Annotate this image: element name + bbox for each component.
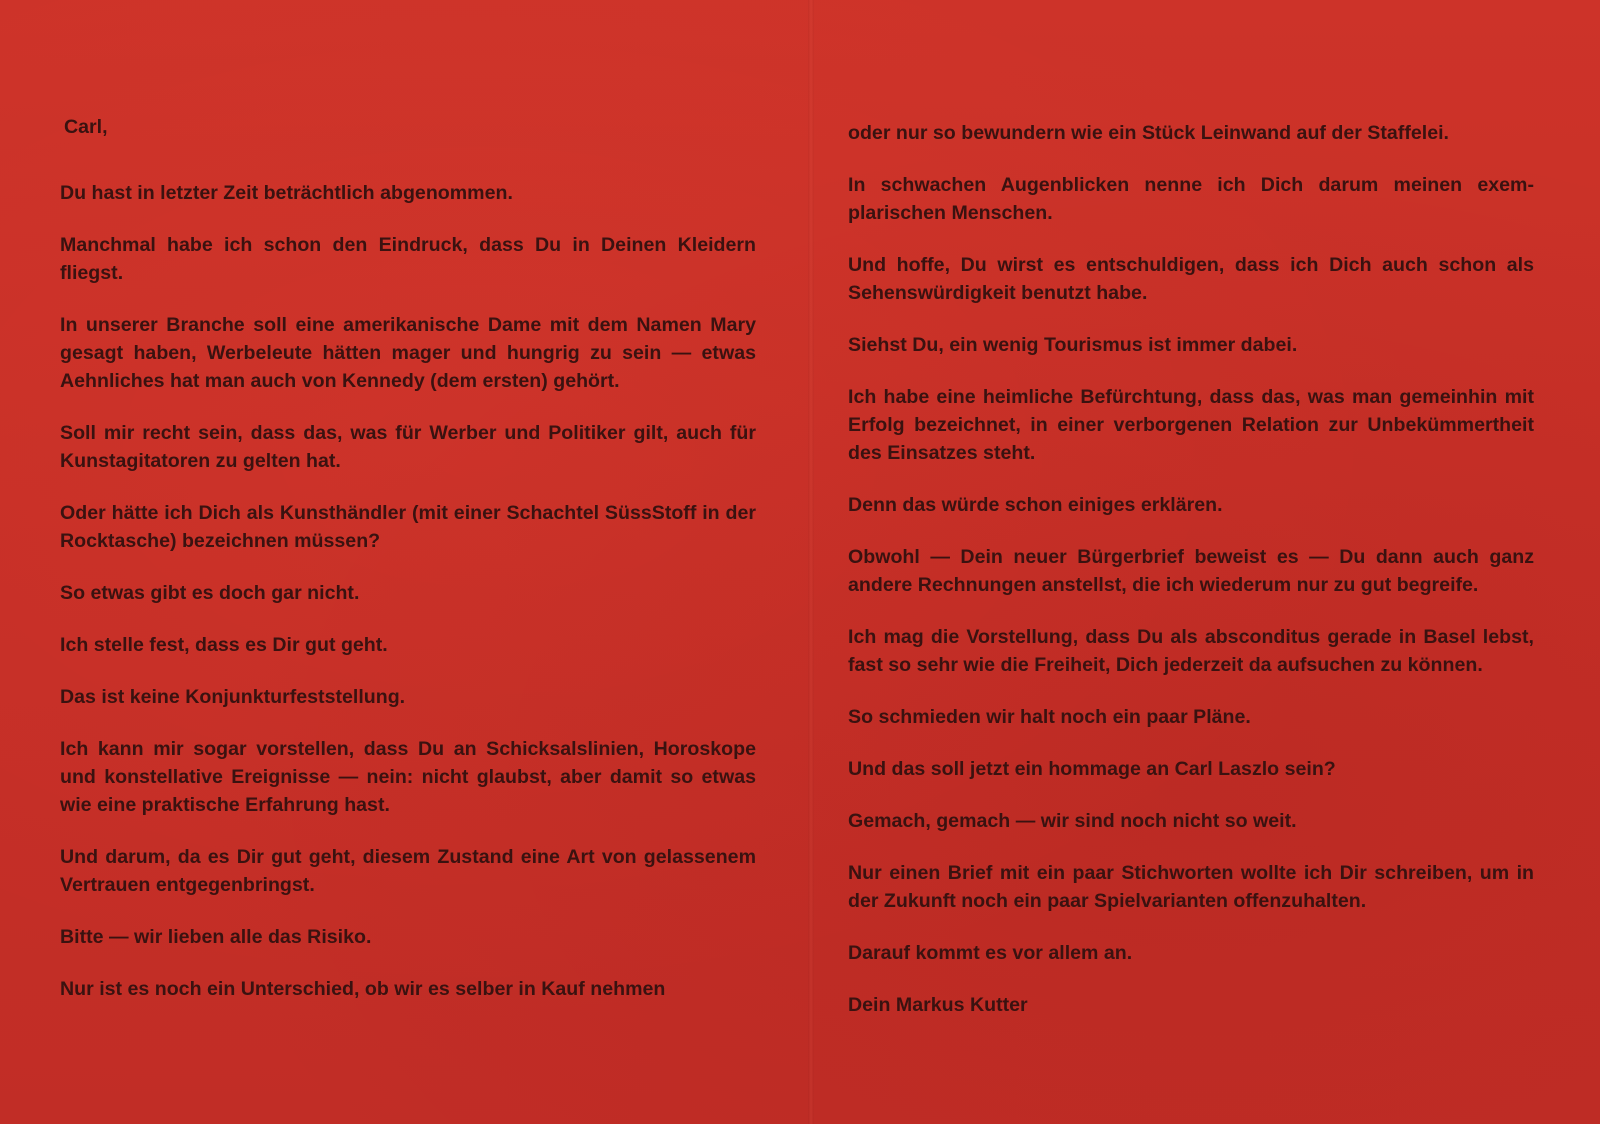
page-fold <box>808 0 814 1124</box>
paragraph: Ich stelle fest, dass es Dir gut geht. <box>60 634 388 656</box>
paragraph: Ich habe eine heimliche Befürchtung, dass das, was man gemeinhin mit Erfolg bezeichnet, in einer verborgenen Relation zur Unbekümmertheit des Einsatzes steht. <box>848 386 1534 464</box>
paragraph: oder nur so bewundern wie ein Stück Leinwand auf der Staffelei. <box>848 122 1449 144</box>
paragraph: Und darum, da es Dir gut geht, diesem Zustand eine Art von gelassenem Vertrauen entgegenbringst. <box>60 846 756 896</box>
signature: Dein Markus Kutter <box>848 994 1028 1016</box>
paragraph: Nur ist es noch ein Unterschied, ob wir es selber in Kauf nehmen <box>60 978 666 1000</box>
paragraph: Du hast in letzter Zeit beträchtlich abgenommen. <box>60 182 513 204</box>
paragraph: Soll mir recht sein, dass das, was für Werber und Politiker gilt, auch für Kunstagitatoren zu gelten hat. <box>60 422 756 472</box>
paragraph: Ich mag die Vorstellung, dass Du als absconditus gerade in Basel lebst, fast so sehr wie die Freiheit, Dich jederzeit da aufsuchen zu können. <box>848 626 1534 676</box>
paragraph: In unserer Branche soll eine amerikanische Dame mit dem Namen Mary gesagt haben, Werbeleute hätten mager und hungrig zu sein — etwas Aehnliches hat man auch von Kennedy (dem ersten) gehört. <box>60 314 756 392</box>
paragraph: Oder hätte ich Dich als Kunsthändler (mit einer Schachtel SüssStoff in der Rocktasche) bezeichnen müssen? <box>60 502 756 552</box>
paragraph: Siehst Du, ein wenig Tourismus ist immer dabei. <box>848 334 1298 356</box>
paragraph: Und hoffe, Du wirst es entschuldigen, dass ich Dich auch schon als Sehenswürdigkeit benutzt habe. <box>848 254 1534 304</box>
paragraph: Und das soll jetzt ein hommage an Carl Laszlo sein? <box>848 758 1336 780</box>
paragraph: Obwohl — Dein neuer Bürgerbrief beweist es — Du dann auch ganz andere Rechnungen anstellst, die ich wiederum nur zu gut begreife. <box>848 546 1534 596</box>
paragraph: Manchmal habe ich schon den Eindruck, dass Du in Deinen Kleidern fliegst. <box>60 234 756 284</box>
paragraph: So etwas gibt es doch gar nicht. <box>60 582 360 604</box>
paragraph: Bitte — wir lieben alle das Risiko. <box>60 926 372 948</box>
paragraph: Gemach, gemach — wir sind noch nicht so weit. <box>848 810 1297 832</box>
paragraph: Nur einen Brief mit ein paar Stichworten wollte ich Dir schreiben, um in der Zukunft noch ein paar Spielvarianten offenzuhalten. <box>848 862 1534 912</box>
paragraph: In schwachen Augenblicken nenne ich Dich darum meinen exemplarischen Menschen. <box>848 174 1534 224</box>
paragraph: Denn das würde schon einiges erklären. <box>848 494 1223 516</box>
paragraph: So schmieden wir halt noch ein paar Pläne. <box>848 706 1251 728</box>
left-page <box>60 113 756 1027</box>
right-page <box>848 119 1534 1043</box>
paragraph: Darauf kommt es vor allem an. <box>848 942 1133 964</box>
salutation: Carl, <box>64 116 108 138</box>
paragraph: Ich kann mir sogar vorstellen, dass Du an Schicksalslinien, Horoskope und konstellative Ereignisse — nein: nicht glaubst, aber damit so etwas wie eine praktische Erfahrung hast. <box>60 738 756 816</box>
paragraph: Das ist keine Konjunkturfeststellung. <box>60 686 406 708</box>
